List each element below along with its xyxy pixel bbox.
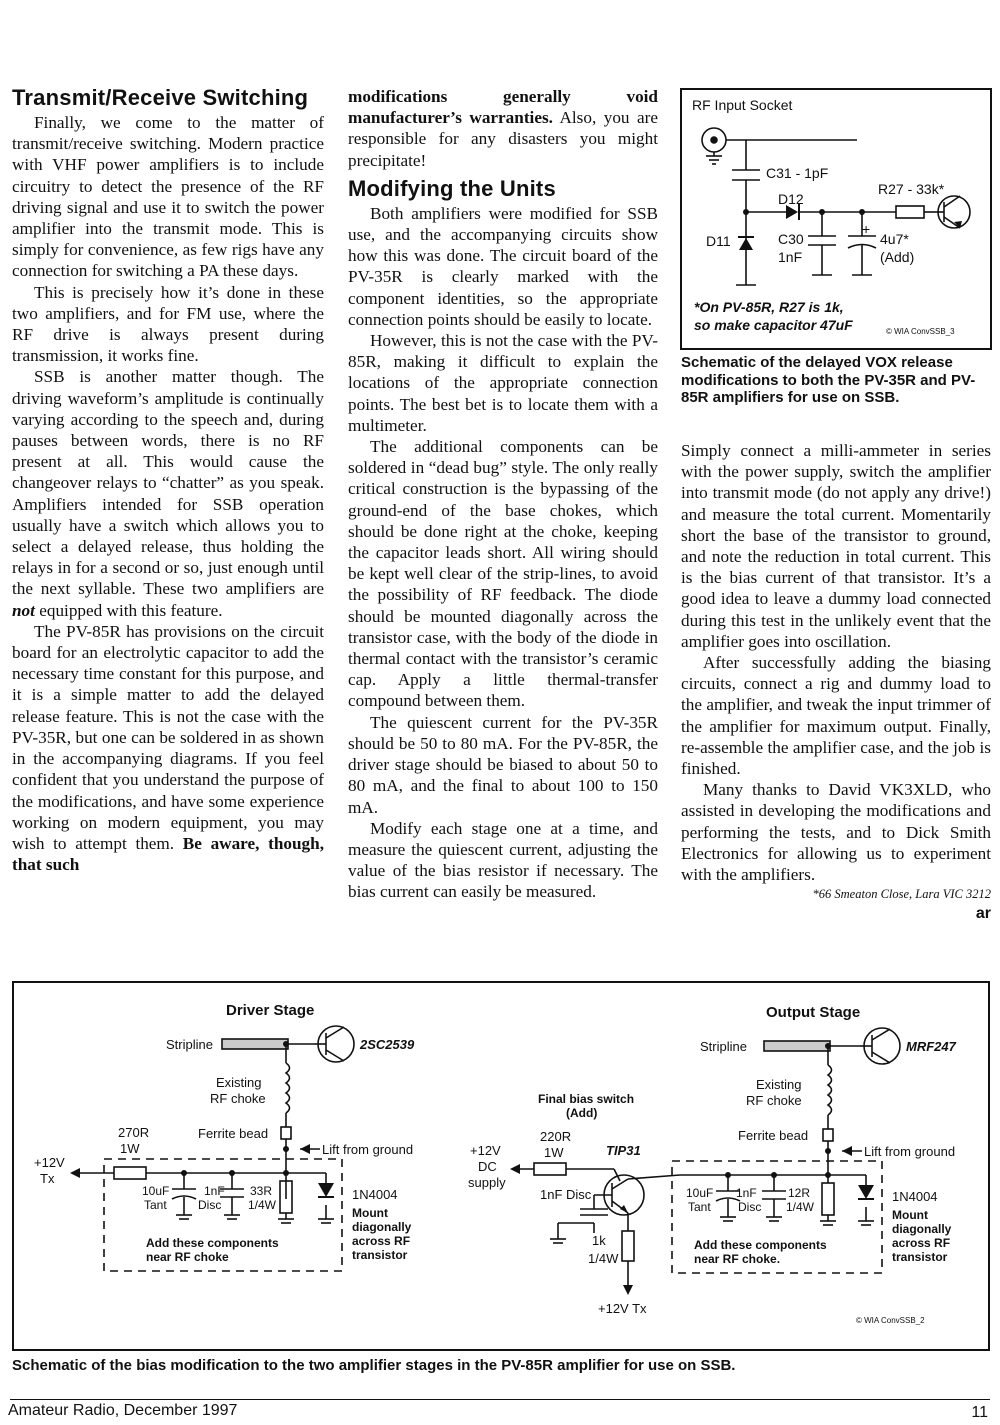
column-1 bbox=[12, 86, 324, 875]
cap-add: (Add) bbox=[880, 249, 915, 265]
lift-label: Lift from ground bbox=[864, 1144, 956, 1159]
r27-note-2: so make capacitor 47uF bbox=[694, 317, 853, 333]
footer-divider bbox=[10, 1399, 990, 1400]
paragraph: modifications generally void manufacturer’s warranties. Also, you are responsible for any disasters you might precipitate! bbox=[348, 87, 658, 170]
r1k-watt: 1/4W bbox=[588, 1251, 619, 1266]
transistor-mrf247: MRF247 bbox=[906, 1039, 956, 1054]
add-components-label: Add these components bbox=[146, 1236, 279, 1250]
output-stage-title: Output Stage bbox=[766, 1004, 861, 1021]
heading-transmit-receive: Transmit/Receive Switching bbox=[12, 85, 309, 110]
c1n-label: 1nF bbox=[736, 1186, 757, 1200]
bias-schematic-drawing bbox=[14, 983, 988, 1349]
end-mark: ar bbox=[975, 905, 991, 923]
paragraph: Modify each stage one at a time, and measure the quiescent current, adjusting the value of the bias resistor if necessary. The bias current can easily be measured. bbox=[348, 818, 658, 902]
w14-label: 1/4W bbox=[786, 1200, 815, 1214]
driver-stage-title: Driver Stage bbox=[226, 1002, 315, 1019]
r270-watt: 1W bbox=[120, 1141, 140, 1156]
diode-label: 1N4004 bbox=[892, 1189, 938, 1204]
stripline-label: Stripline bbox=[700, 1039, 747, 1054]
column-2 bbox=[348, 86, 658, 903]
transistor-2sc2539: 2SC2539 bbox=[360, 1037, 415, 1052]
tant-label: Tant bbox=[144, 1198, 167, 1212]
paragraph: Finally, we come to the matter of transmit/receive switching. Modern practice with VHF power amplifiers is to include circuitry to detect the presence of the RF driving signal and use it to switch the power amplifier into the transmit mode. This is simply for convenience, as few rigs have any connection for switching a PA these days. bbox=[12, 113, 324, 281]
d11-label: D11 bbox=[706, 233, 731, 249]
page-number: 11 bbox=[971, 1404, 988, 1421]
mount-label: diagonally bbox=[892, 1222, 952, 1236]
cap-value: 4u7* bbox=[880, 231, 909, 247]
r33-label: 33R bbox=[250, 1184, 273, 1198]
column-3 bbox=[681, 440, 991, 924]
paragraph: SSB is another matter though. The driving waveform’s amplitude is continually varying according to the speech and, during pauses between words, there is no RF present at all. This would cause the changeover relays to “chatter” as you speak. Amplifiers intended for SSB operation usually have a switch which allows you to select a delayed release, thus holding the relays in for a second or so, just enough until the next syllable. These two amplifiers are not equipped with this feature. bbox=[12, 367, 324, 620]
copyright: © WIA ConvSSB_2 bbox=[856, 1316, 925, 1325]
lift-label: Lift from ground bbox=[322, 1142, 414, 1157]
heading-modifying-units: Modifying the Units bbox=[348, 175, 556, 201]
plus-sign: + bbox=[862, 221, 871, 237]
paragraph: After successfully adding the biasing circuits, connect a rig and dummy load to the amplifier, and tweak the input trimmer of the amplifier for maximum output. Finally, re-assemble the amplifier case, and the job is finished. bbox=[681, 653, 991, 779]
add-components-label: near RF choke. bbox=[694, 1252, 781, 1266]
tx-label: Tx bbox=[40, 1171, 55, 1186]
r270-label: 270R bbox=[118, 1125, 150, 1140]
d12-label: D12 bbox=[778, 191, 804, 207]
mount-label: diagonally bbox=[352, 1220, 412, 1234]
vox-schematic bbox=[680, 88, 992, 350]
disc-cap-label: 1nF Disc bbox=[540, 1187, 592, 1202]
v12-tx-label: +12V Tx bbox=[598, 1301, 647, 1316]
disc-label: Disc bbox=[198, 1198, 222, 1212]
rf-choke-label: RF choke bbox=[746, 1093, 802, 1108]
tip31-label: TIP31 bbox=[606, 1143, 641, 1158]
bias-schematic bbox=[12, 981, 990, 1351]
paragraph: Many thanks to David VK3XLD, who assisted in developing the modifications and performing the tests, and to Dick Smith Electronics for allowing us to experiment with the amplifiers. bbox=[681, 780, 991, 885]
dc-label: DC bbox=[478, 1159, 497, 1174]
tant-label: Tant bbox=[688, 1200, 711, 1214]
c10-label: 10uF bbox=[142, 1184, 170, 1198]
r220-label: 220R bbox=[540, 1129, 572, 1144]
c31-label: C31 - 1pF bbox=[766, 165, 829, 181]
c30-value: 1nF bbox=[778, 249, 803, 265]
paragraph: The quiescent current for the PV-35R should be 50 to 80 mA. For the PV-85R, the driver stage should be biased to about 50 to 80 mA, and the final to about 100 to 150 mA. bbox=[348, 712, 658, 817]
w14-label: 1/4W bbox=[248, 1198, 277, 1212]
final-bias-switch-label: Final bias switch bbox=[538, 1092, 635, 1106]
publication-line: Amateur Radio, December 1997 bbox=[8, 1402, 238, 1419]
r27-label: R27 - 33k* bbox=[878, 181, 945, 197]
paragraph: Both amplifiers were modified for SSB use, and the accompanying circuits show how this was done. The circuit board of the PV-35R is clearly marked with the component identities, so the appropriate connection points should be easily to locate. bbox=[348, 203, 658, 329]
c10-label: 10uF bbox=[686, 1186, 714, 1200]
supply-label: supply bbox=[468, 1175, 506, 1190]
existing-label: Existing bbox=[216, 1075, 262, 1090]
author-address: *66 Smeaton Close, Lara VIC 3212 bbox=[812, 887, 991, 902]
r1k-label: 1k bbox=[592, 1233, 606, 1248]
paragraph: The PV-85R has provisions on the circuit board for an electrolytic capacitor to add the necessary time constant for this purpose, and it is a simple matter to add the delayed release feature. This is not the case with the PV-35R, but one can be soldered in as shown in the accompanying diagrams. If you feel confident that you understand the purpose of the modifications, and have some experience working on modern equipment, you may wish to attempt them. Be aware, though, that such bbox=[12, 621, 324, 875]
v12-dc-label: +12V bbox=[470, 1143, 501, 1158]
bias-caption: Schematic of the bias modification to the two amplifier stages in the PV-85R amplifier for use on SSB. bbox=[12, 1357, 736, 1374]
stripline-label: Stripline bbox=[166, 1037, 213, 1052]
socket-label: RF Input Socket bbox=[692, 97, 793, 113]
mount-label: transistor bbox=[892, 1250, 948, 1264]
add-components-label: Add these components bbox=[694, 1238, 827, 1252]
paragraph: This is precisely how it’s done in these two amplifiers, and for FM use, where the RF drive is always present during transmission, it works fine. bbox=[12, 282, 324, 366]
mount-label: Mount bbox=[352, 1206, 388, 1220]
rf-choke-label: RF choke bbox=[210, 1091, 266, 1106]
mount-label: across RF bbox=[352, 1234, 411, 1248]
paragraph: The additional components can be soldered in “dead bug” style. The only really critical construction is the bypassing of the ground-end of the base chokes, which should be done right at the choke, keeping the capacitor leads short. All wiring should be kept well clear of the strip-lines, to avoid the possibility of RF feedback. The diode should be mounted diagonally across the transistor case, with the body of the diode in thermal contact with the transistor’s ceramic cap. Apply a little thermal-transfer compound between them. bbox=[348, 437, 658, 711]
vox-caption: Schematic of the delayed VOX release modifications to both the PV-35R and PV-85R amplifiers for use on SSB. bbox=[681, 354, 976, 406]
copyright: © WIA ConvSSB_3 bbox=[886, 327, 955, 336]
r12-label: 12R bbox=[788, 1186, 811, 1200]
v12-label: +12V bbox=[34, 1155, 65, 1170]
r27-note-1: *On PV-85R, R27 is 1k, bbox=[694, 299, 844, 315]
ferrite-label: Ferrite bead bbox=[738, 1128, 809, 1143]
paragraph: However, this is not the case with the PV-85R, making it difficult to explain the locations of the appropriate connection points. The best bet is to locate them with a multimeter. bbox=[348, 331, 658, 435]
ferrite-label: Ferrite bead bbox=[198, 1126, 269, 1141]
r220-watt: 1W bbox=[544, 1145, 564, 1160]
mount-label: across RF bbox=[892, 1236, 951, 1250]
mount-label: Mount bbox=[892, 1208, 928, 1222]
c1n-label: 1nF bbox=[204, 1184, 225, 1198]
final-bias-add-label: (Add) bbox=[566, 1106, 598, 1120]
c30-label: C30 bbox=[778, 231, 804, 247]
diode-label: 1N4004 bbox=[352, 1187, 398, 1202]
vox-schematic-drawing bbox=[682, 90, 990, 348]
disc-label: Disc bbox=[738, 1200, 762, 1214]
paragraph: Simply connect a milli-ammeter in series with the power supply, switch the amplifier into transmit mode (do not apply any drive!) and measure the total current. Momentarily short the base of the transistor to ground, and note the reduction in total current. This is the bias current of that transistor. It’s a good idea to leave a dummy load connected during this test in the unlikely event that the amplifier goes into oscillation. bbox=[681, 441, 991, 651]
add-components-label: near RF choke bbox=[146, 1250, 229, 1264]
mount-label: transistor bbox=[352, 1248, 408, 1262]
existing-label: Existing bbox=[756, 1077, 802, 1092]
